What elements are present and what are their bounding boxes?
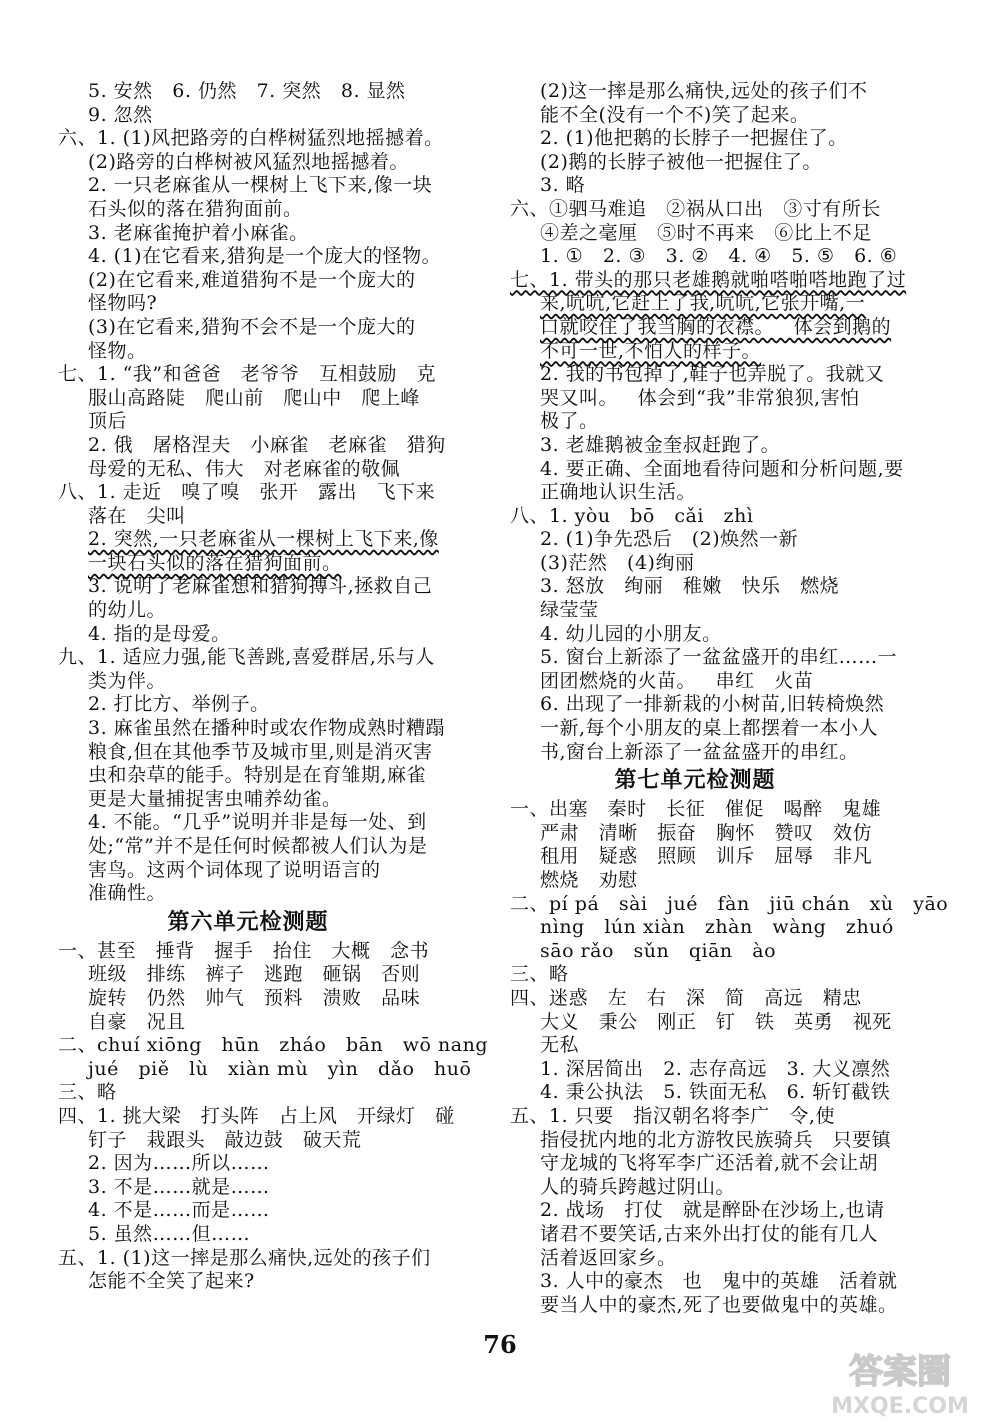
watermark-logo (810, 1345, 990, 1420)
answer-line: 4. (1)在它看来,猎狗是一个庞大的怪物。 (88, 245, 442, 268)
answer-line: 5. 虽然……但…… (88, 1222, 251, 1245)
answer-line: sāo rǎo sǔn qiān ào (540, 939, 777, 962)
answer-line: 绿莹莹 (540, 599, 599, 622)
answer-line: 班级 排练 裤子 逃跑 砸锅 否则 (88, 963, 421, 986)
answer-line: 指侵扰内地的北方游牧民族骑兵 只要镇 (540, 1128, 892, 1151)
answer-line: 一新,每个小朋友的桌上都摆着一本小人 (540, 717, 879, 740)
answer-line: (3)在它看来,猎狗不会不是一个庞大的 (88, 315, 416, 338)
watermark-line2: MXQE.COM (831, 1394, 969, 1419)
answer-line: 3. 怒放 绚丽 稚嫩 快乐 燃烧 (540, 575, 840, 598)
answer-line: 2. 我的书包掉了,鞋子也弄脱了。我就又 (540, 363, 885, 386)
answer-line: 害鸟。这两个词体现了说明语言的 (88, 858, 381, 881)
answer-line: 一、甚至 捶背 握手 抬住 大概 念书 (58, 939, 430, 962)
answer-line: 书,窗台上新添了一盆盆盛开的串红。 (540, 740, 859, 763)
answer-line: 旋转 仍然 帅气 预料 溃败 品味 (88, 986, 421, 1009)
answer-line: 顶后 (88, 410, 128, 433)
right-column (510, 80, 949, 1317)
answer-line: 要当人中的豪杰,死了也要做鬼中的英雄。 (540, 1293, 898, 1316)
answer-line: 诸君不要笑话,古来外出打仗的能有几人 (540, 1222, 879, 1245)
page-number: 76 (483, 1330, 517, 1359)
answer-line: 2. 一只老麻雀从一棵树上飞下来,像一块 (88, 174, 433, 197)
answer-line: (2)路旁的白桦树被风猛烈地摇撼着。 (88, 150, 409, 173)
answer-line: 三、略 (58, 1081, 117, 1104)
answer-line: 五、1. (1)这一摔是那么痛快,远处的孩子们 (58, 1246, 431, 1269)
answer-line: 守龙城的飞将军李广还活着,就不会让胡 (540, 1152, 879, 1175)
answer-line: 母爱的无私、伟大 对老麻雀的敬佩 (88, 457, 401, 480)
answer-line: 2. 打比方、举例子。 (88, 693, 270, 716)
answer-line: 5. 窗台上新添了一盆盆盛开的串红……一 (540, 646, 898, 669)
answer-line: 团团燃烧的火苗。 串红 火苗 (540, 669, 814, 692)
answer-line: 五、1. 只要 指汉朝名将李广 令,使 (510, 1104, 835, 1127)
answer-line: 来,吭吭,它赶上了我,吭吭,它张开嘴,一 (540, 292, 866, 315)
answer-line: 3. 老雄鹅被金奎叔赶跑了。 (540, 433, 781, 456)
answer-line: 一、出塞 秦时 长征 催促 喝醉 鬼雄 (510, 798, 882, 821)
answer-line: jué piě lù xiàn mù yìn dǎo huō (88, 1057, 472, 1080)
answer-line: 口就咬住了我当胸的衣襟。 体会到鹅的 (540, 315, 892, 338)
answer-line: ④差之毫厘 ⑤时不再来 ⑥比上不足 (540, 221, 872, 244)
answer-line: 严肃 清晰 振奋 胸怀 赞叹 效仿 (540, 821, 873, 844)
answer-line: 类为伴。 (88, 669, 167, 692)
answer-line: 3. 不是……就是…… (88, 1175, 270, 1198)
answer-line: 3. 麻雀虽然在播种时或农作物成熟时糟蹋 (88, 717, 446, 740)
answer-line: 2. (1)争先恐后 (2)焕然一新 (540, 528, 799, 551)
section-title: 第七单元检测题 (614, 768, 776, 794)
answer-line: 粮食,但在其他季节及城市里,则是消灭害 (88, 740, 433, 763)
answer-line: 四、1. 挑大梁 打头阵 占上风 开绿灯 碰 (58, 1104, 455, 1127)
answer-line: (3)茫然 (4)绚丽 (540, 551, 695, 574)
answer-line: 不可一世,不怕人的样子。 (540, 339, 762, 362)
answer-line: 七、1. “我”和爸爸 老爷爷 互相鼓励 克 (58, 363, 436, 386)
answer-line: 3. 人中的豪杰 也 鬼中的英雄 活着就 (540, 1270, 898, 1293)
answer-line: 2. 俄 屠格涅夫 小麻雀 老麻雀 猎狗 (88, 433, 446, 456)
answer-line: 人的骑兵跨越过阴山。 (540, 1175, 736, 1198)
answer-line: 九、1. 适应力强,能飞善跳,喜爱群居,乐与人 (58, 646, 435, 669)
answer-line: 能不全(没有一个不)笑了起来。 (540, 103, 810, 126)
answer-line: 1. ① 2. ③ 3. ② 4. ④ 5. ⑤ 6. ⑥ (540, 245, 898, 268)
answer-line: 六、①驷马难追 ②祸从口出 ③寸有所长 (510, 197, 881, 220)
answer-line: 2. (1)他把鹅的长脖子一把握住了。 (540, 127, 848, 150)
answer-line: 怪物。 (88, 339, 147, 362)
answer-line: 四、迷惑 左 右 深 简 高远 精忠 (510, 986, 862, 1009)
answer-line: 虫和杂草的能手。特别是在育雏期,麻雀 (88, 764, 427, 787)
answer-line: nìng lún xiàn zhàn wàng zhuó (540, 916, 894, 939)
answer-line: 六、1. (1)风把路旁的白桦树猛烈地摇撼着。 (58, 127, 444, 150)
section-title: 第六单元检测题 (167, 909, 329, 935)
answer-line: (2)这一摔是那么痛快,远处的孩子们不 (540, 80, 868, 102)
answer-line: 3. 说明了老麻雀想和猎狗搏斗,拯救自己 (88, 575, 433, 598)
answer-line: 4. 秉公执法 5. 铁面无私 6. 斩钉截铁 (540, 1081, 891, 1104)
answer-line: 9. 忽然 (88, 103, 153, 126)
answer-line: 3. 老麻雀掩护着小麻雀。 (88, 221, 309, 244)
answer-line: 七、1. 带头的那只老雄鹅就啪嗒啪嗒地跑了过 (510, 268, 907, 291)
answer-line: 正确地认识生活。 (540, 481, 697, 504)
answer-line: 4. 幼儿园的小朋友。 (540, 622, 722, 645)
answer-line: 二、pí pá sài jué fàn jiū chán xù yāo (510, 892, 949, 915)
answer-line: 燃烧 劝慰 (540, 869, 638, 891)
answer-line: 八、1. 走近 嗅了嗅 张开 露出 飞下来 (58, 481, 436, 504)
answer-line: 1. 深居简出 2. 志存高远 3. 大义凛然 (540, 1057, 891, 1080)
answer-line: 4. 指的是母爱。 (88, 622, 231, 645)
answer-line: 无私 (540, 1034, 580, 1057)
answer-line: 2. 战场 打仗 就是醉卧在沙场上,也请 (540, 1199, 885, 1222)
answer-line: 4. 不能。“几乎”说明并非是每一处、到 (88, 811, 427, 834)
answer-line: 5. 安然 6. 仍然 7. 突然 8. 显然 (88, 80, 406, 102)
answer-line: 6. 出现了一排新栽的小树苗,旧转椅焕然 (540, 693, 885, 716)
answer-line: 二、chuí xiōng hūn zháo bān wō nang (58, 1034, 488, 1057)
answer-line: 准确性。 (88, 882, 167, 905)
left-column (58, 80, 488, 1294)
answer-line: 处;“常”并不是任何时候都被人们认为是 (88, 835, 428, 857)
answer-line: 钉子 栽跟头 敲边鼓 破天荒 (88, 1128, 362, 1151)
answer-line: 4. 要正确、全面地看待问题和分析问题,要 (540, 457, 904, 480)
answer-line: 哭又叫。 体会到“我”非常狼狈,害怕 (540, 386, 860, 409)
answer-line: (2)在它看来,难道猎狗不是一个庞大的 (88, 268, 416, 291)
answer-line: 极了。 (540, 410, 599, 433)
answer-line: 落在 尖叫 (88, 504, 186, 527)
answer-line: 活着返回家乡。 (540, 1246, 677, 1269)
answer-line: (2)鹅的长脖子被他一把握住了。 (540, 150, 822, 173)
answer-line: 3. 略 (540, 174, 586, 197)
answer-line: 更是大量捕捉害虫哺养幼雀。 (88, 787, 342, 810)
answer-line: 服山高路陡 爬山前 爬山中 爬上峰 (88, 386, 420, 409)
watermark-line1: 答案圈 (849, 1352, 951, 1392)
answer-line: 租用 疑惑 照顾 训斥 屈辱 非凡 (540, 845, 873, 868)
answer-line: 怪物吗? (88, 292, 158, 315)
answer-line: 自豪 况且 (88, 1010, 186, 1033)
answer-line: 2. 因为……所以…… (88, 1152, 270, 1175)
answer-line: 三、略 (510, 963, 569, 986)
answer-line: 怎能不全笑了起来? (88, 1270, 255, 1293)
answer-line: 八、1. yòu bō cǎi zhì (510, 504, 754, 527)
answer-line: 一块石头似的落在猎狗面前。 (88, 551, 342, 574)
answer-line: 石头似的落在猎狗面前。 (88, 197, 303, 220)
answer-line: 2. 突然,一只老麻雀从一棵树上飞下来,像 (88, 528, 439, 551)
answer-line: 4. 不是……而是…… (88, 1199, 270, 1222)
answer-line: 的幼儿。 (88, 599, 167, 622)
answer-line: 大义 秉公 刚正 钉 铁 英勇 视死 (540, 1010, 892, 1033)
